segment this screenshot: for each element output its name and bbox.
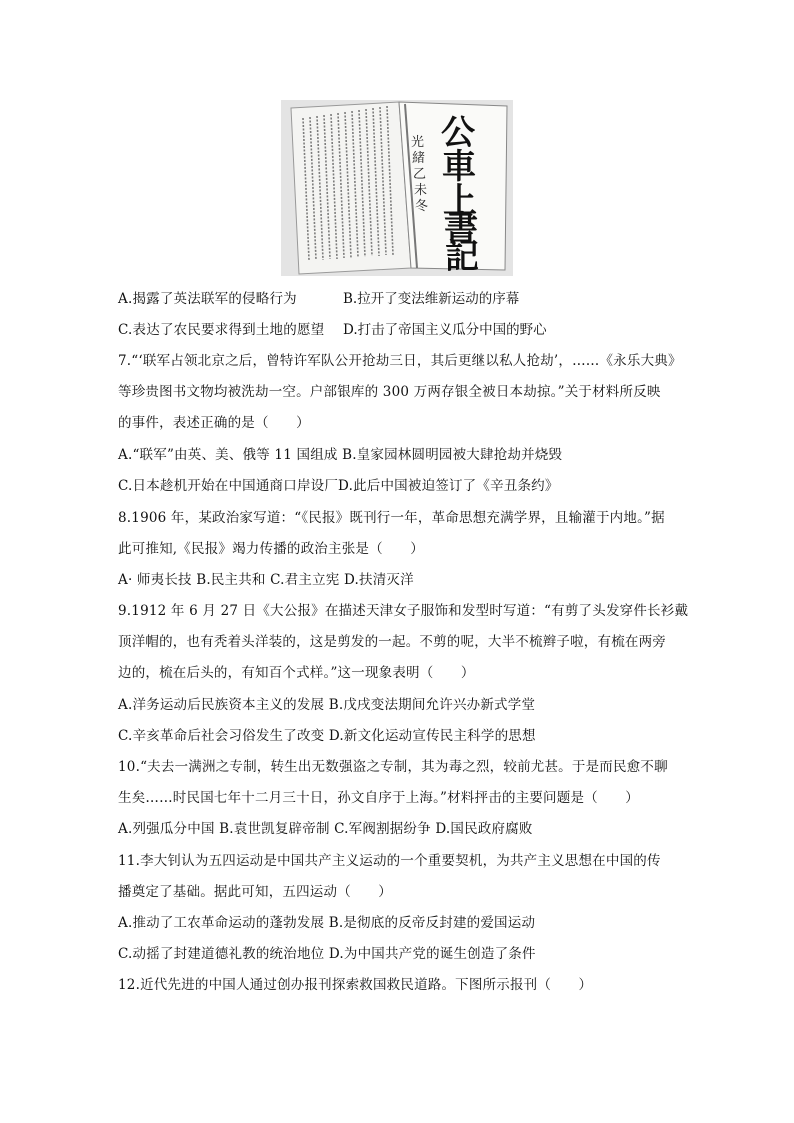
q9-options-ab: A.洋务运动后民族资本主义的发展 B.戊戌变法期间允许兴办新式学堂: [118, 697, 536, 713]
q11-stem-line: 11.李大钊认为五四运动是中国共产主义运动的一个重要契机，为共产主义思想在中国的传: [118, 853, 661, 869]
q9-stem-line: 9.1912 年 6 月 27 日《大公报》在描述天津女子服饰和发型时写道：“有剪了头发穿件长衫戴: [118, 603, 689, 619]
subtitle-char: 冬: [415, 199, 429, 214]
q7-stem-line: 的事件，表述正确的是（ ）: [118, 415, 310, 431]
q8-stem-line: 8.1906 年，某政治家写道：“《民报》既刊行一年，革命思想充满学界，且输灌于内地。”据: [118, 510, 665, 526]
q6-option-b: B.拉开了变法维新运动的序幕: [343, 291, 520, 307]
cover-title: [441, 113, 479, 276]
q9-stem-line: 顶洋帽的，也有秃着头洋装的，这是剪发的一起。不剪的呢，大半不梳辫子啦，有梳在两旁: [118, 634, 666, 650]
subtitle-char: 未: [414, 183, 428, 198]
q7-stem-line: 7.“‘联军占领北京之后，曾特许军队公开抢劫三日，其后更继以私人抢劫’，……《永乐大典》: [118, 353, 682, 369]
subtitle-char: 光: [411, 135, 425, 150]
q6-option-c: C.表达了农民要求得到土地的愿望: [118, 322, 325, 338]
q9-options-cd: C.辛亥革命后社会习俗发生了改变 D.新文化运动宣传民主科学的思想: [118, 728, 536, 744]
q11-options-cd: C.动摇了封建道德礼教的统治地位 D.为中国共产党的诞生创造了条件: [118, 946, 536, 962]
title-char: 公: [441, 113, 475, 153]
document-photo-svg: [281, 100, 513, 276]
q12-stem-line: 12.近代先进的中国人通过创办报刊探索救国救民道路。下图所示报刊（ ）: [118, 977, 593, 993]
q7-stem-line: 等珍贵图书文物均被洗劫一空。户部银库的 300 万两存银全被日本劫掠。”关于材料所反映: [118, 384, 661, 400]
title-char: 書: [444, 209, 478, 249]
q10-stem-line: 10.“夫去一满洲之专制，转生出无数强盗之专制，其为毒之烈，较前尤甚。于是而民愈不聊: [118, 759, 668, 775]
q9-stem-line: 边的，梳在后头的，有知百个式样。”这一现象表明（ ）: [118, 665, 475, 681]
q10-options: A.列强瓜分中国 B.袁世凯复辟帝制 C.军阀割据纷争 D.国民政府腐败: [118, 821, 533, 837]
q10-stem-line: 生矣……时民国七年十二月三十日，孙文自序于上海。”材料抨击的主要问题是（ ）: [118, 790, 639, 806]
subtitle-char: 緒: [412, 151, 426, 166]
q6-option-a: A.揭露了英法联军的侵略行为: [118, 291, 297, 307]
title-char: 上: [443, 181, 477, 221]
q8-options: A· 师夷长技 B.民主共和 C.君主立宪 D.扶清灭洋: [118, 572, 414, 588]
q11-stem-line: 播奠定了基础。据此可知，五四运动（ ）: [118, 884, 392, 900]
gongche-shangshu-photo: [281, 100, 513, 276]
title-char: 車: [442, 147, 476, 187]
q7-options-cd: C.日本趁机开始在中国通商口岸设厂D.此后中国被迫签订了《辛丑条约》: [118, 478, 559, 494]
q6-option-d: D.打击了帝国主义瓜分中国的野心: [343, 322, 547, 338]
title-char: 記: [445, 237, 479, 276]
subtitle-char: 乙: [413, 167, 427, 182]
q7-options-ab: A.“联军”由英、美、俄等 11 国组成 B.皇家园林圆明园被大肆抢劫并烧毁: [118, 447, 563, 463]
q8-stem-line: 此可推知,《民报》竭力传播的政治主张是（ ）: [118, 541, 424, 557]
q11-options-ab: A.推动了工农革命运动的蓬勃发展 B.是彻底的反帝反封建的爱国运动: [118, 915, 536, 931]
